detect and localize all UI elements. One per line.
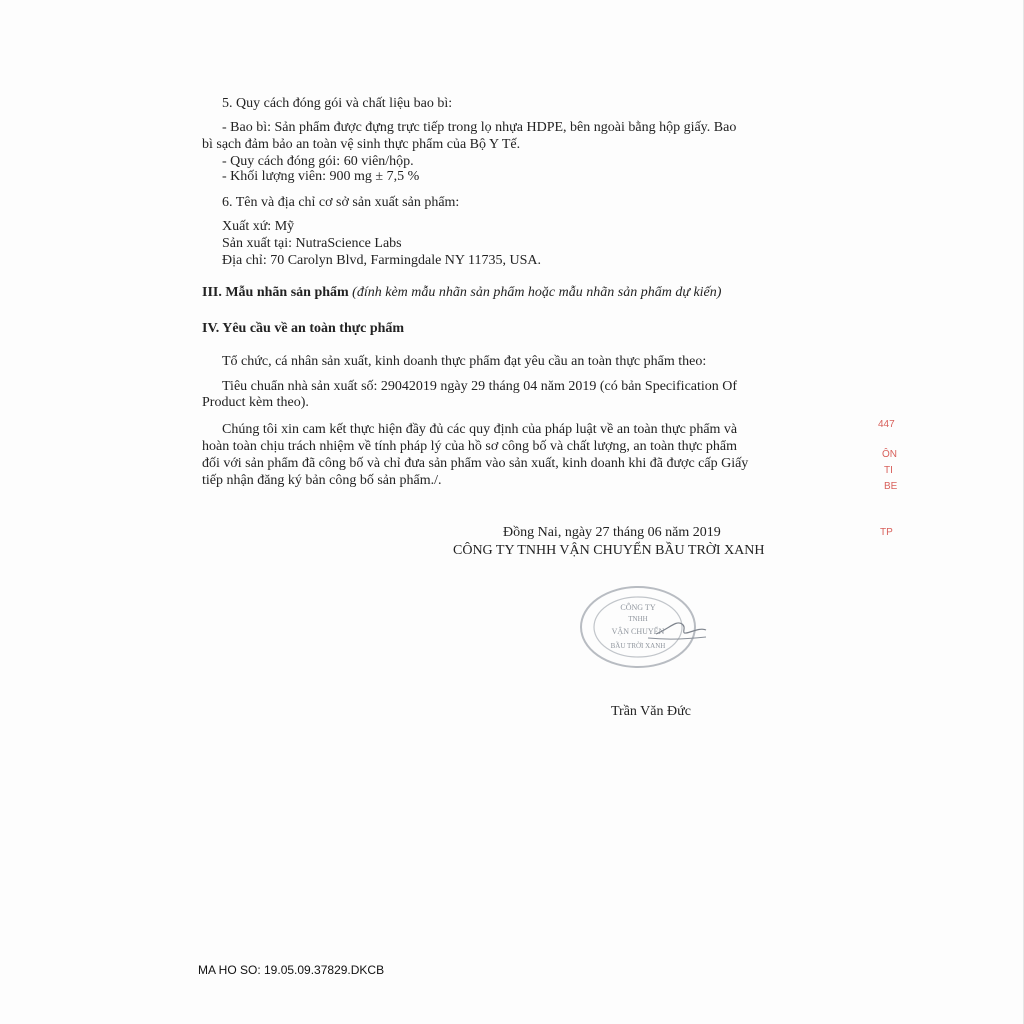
section4-p2-line2: Product kèm theo).	[202, 395, 309, 410]
section4-p2-line1: Tiêu chuẩn nhà sản xuất số: 29042019 ngày 29 tháng 04 năm 2019 (có bản Specification Of	[222, 379, 738, 394]
section5-heading: 5. Quy cách đóng gói và chất liệu bao bì:	[222, 96, 453, 111]
seal-line4: BẦU TRỜI XANH	[610, 642, 666, 650]
company-name: CÔNG TY TNHH VẬN CHUYỂN BẦU TRỜI XANH	[453, 543, 765, 558]
signer-name: Trần Văn Đức	[611, 704, 691, 719]
section3-heading: III. Mẫu nhãn sản phẩm	[202, 285, 349, 300]
margin-stamp-fragment: TP	[880, 527, 893, 538]
margin-stamp-fragment: ÔN	[882, 449, 897, 460]
section5-line1: - Bao bì: Sản phẩm được đựng trực tiếp trong lọ nhựa HDPE, bên ngoài bằng hộp giấy. Bao	[222, 120, 737, 135]
section5-line3: - Quy cách đóng gói: 60 viên/hộp.	[222, 154, 414, 169]
section4-p1: Tổ chức, cá nhân sản xuất, kinh doanh thực phẩm đạt yêu cầu an toàn thực phẩm theo:	[222, 354, 707, 369]
margin-stamp-fragment: 447	[878, 419, 895, 430]
seal-line3: VẬN CHUYỂN	[611, 627, 665, 636]
margin-stamp-fragment: TI	[884, 465, 893, 476]
section6-address: Địa chỉ: 70 Carolyn Blvd, Farmingdale NY 11735, USA.	[222, 253, 541, 268]
section4-heading: IV. Yêu cầu về an toàn thực phẩm	[202, 321, 405, 336]
company-seal	[578, 584, 708, 670]
section6-heading: 6. Tên và địa chỉ cơ sở sản xuất sản phẩm:	[222, 195, 460, 210]
section5-line4: - Khối lượng viên: 900 mg ± 7,5 %	[222, 169, 420, 184]
section6-manufacturer: Sản xuất tại: NutraScience Labs	[222, 236, 402, 251]
section4-p3-line4: tiếp nhận đăng ký bản công bố sản phẩm./.	[202, 473, 442, 488]
section6-origin: Xuất xứ: Mỹ	[222, 219, 295, 234]
place-date: Đồng Nai, ngày 27 tháng 06 năm 2019	[503, 525, 721, 540]
section3-row	[202, 284, 721, 301]
file-code: MA HO SO: 19.05.09.37829.DKCB	[198, 963, 385, 977]
section4-p3-line3: đối với sản phẩm đã công bố và chỉ đưa sản phẩm vào sản xuất, kinh doanh khi đã được cấp Giấy	[202, 456, 749, 471]
seal-line1: CÔNG TY	[620, 603, 656, 612]
margin-stamp-fragment: BE	[884, 481, 898, 492]
section3-note: (đính kèm mẫu nhãn sản phẩm hoặc mẫu nhãn sản phẩm dự kiến)	[352, 285, 722, 300]
signature-underline	[648, 637, 706, 639]
section4-p3-line1: Chúng tôi xin cam kết thực hiện đầy đủ các quy định của pháp luật về an toàn thực phẩm và	[222, 422, 738, 437]
section4-p3-line2: hoàn toàn chịu trách nhiệm về tính pháp lý của hồ sơ công bố và chất lượng, an toàn thực phẩm	[202, 439, 738, 454]
seal-line2: TNHH	[628, 615, 648, 623]
section5-line2: bì sạch đảm bảo an toàn vệ sinh thực phẩm của Bộ Y Tế.	[202, 137, 521, 152]
